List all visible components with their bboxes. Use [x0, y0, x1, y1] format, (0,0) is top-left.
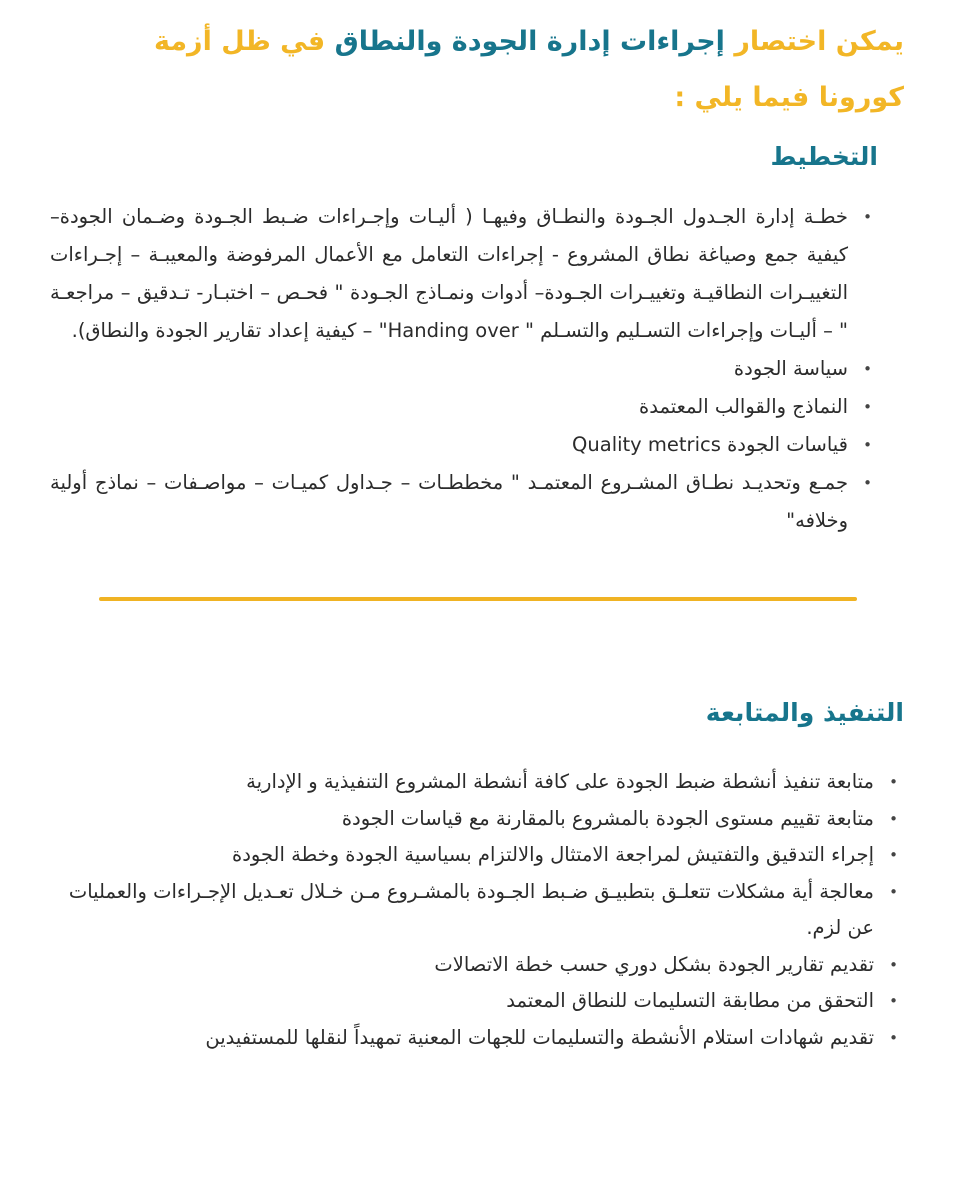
- bullet-icon: •: [863, 398, 872, 416]
- execution-item-text: متابعة تقييم مستوى الجودة بالمشروع بالمقارنة مع قياسات الجودة: [341, 806, 874, 830]
- planning-item-scope: [50, 464, 878, 540]
- execution-item-follow-up: [50, 764, 904, 801]
- planning-item-text: جمـع وتحديـد نطـاق المشـروع المعتمـد " مخططـات – جـداول كميـات – مواصـفات – نماذج أولية وخلافه": [50, 471, 848, 532]
- intro-part-3: في ظل أزمة كورونا فيما يلي :: [153, 26, 904, 113]
- execution-item-issues: [50, 874, 904, 947]
- execution-item-text: تقديم شهادات استلام الأنشطة والتسليمات للجهات المعنية تمهيداً لنقلها للمستفيدين: [205, 1025, 874, 1049]
- planning-item-plan: [50, 198, 878, 350]
- execution-item-audit: [50, 837, 904, 874]
- intro-heading: [124, 14, 904, 126]
- bullet-icon: •: [863, 208, 872, 226]
- bullet-icon: •: [863, 360, 872, 378]
- planning-item-text: خطـة إدارة الجـدول الجـودة والنطـاق وفيهـا ( أليـات وإجـراءات ضـبط الجـودة وضـمان الجودة– كيفية جمع وصياغة نطاق المشروع - إجراءات التعامل مع الأعمال المرفوضة والمعيبـة – إجـراءات التغييـرات النطاقيـة وتغييـرات الجـودة– أدوات ونمـاذج الجـودة " فحـص – اختبـار- تـدقيق – مراجعـة " – أليـات وإجراءات التسـليم والتسـلم " Handing over" – كيفية إعداد تقارير الجودة والنطاق).: [50, 205, 848, 342]
- planning-item-policy: [50, 350, 878, 388]
- execution-item-text: إجراء التدقيق والتفتيش لمراجعة الامتثال والالتزام بسياسية الجودة وخطة الجودة: [232, 843, 874, 866]
- execution-item-text: التحقق من مطابقة التسليمات للنطاق المعتمد: [506, 989, 874, 1012]
- execution-item-text: متابعة تنفيذ أنشطة ضبط الجودة على كافة أنشطة المشروع التنفيذية و الإدارية: [246, 770, 874, 793]
- planning-item-templates: [50, 388, 878, 426]
- planning-item-metrics: [50, 426, 878, 464]
- execution-list: [50, 764, 904, 1056]
- execution-section-title: التنفيذ والمتابعة: [705, 698, 904, 727]
- planning-item-text: قياسات الجودة Quality metrics: [572, 433, 848, 456]
- bullet-icon: •: [889, 1028, 898, 1047]
- intro-part-1: يمكن اختصار: [724, 26, 904, 57]
- bullet-icon: •: [889, 955, 898, 974]
- planning-list: [50, 198, 878, 540]
- bullet-icon: •: [889, 846, 898, 864]
- execution-item-text: معالجة أية مشكلات تتعلـق بتطبيـق ضـبط الجـودة بالمشـروع مـن خـلال تعـديل الإجـراءات والعمليات عن لزم.: [68, 879, 874, 939]
- planning-item-text: سياسة الجودة: [733, 357, 848, 380]
- bullet-icon: •: [889, 773, 898, 791]
- execution-item-text: تقديم تقارير الجودة بشكل دوري حسب خطة الاتصالات: [434, 952, 874, 976]
- bullet-icon: •: [863, 436, 872, 454]
- planning-item-text: النماذج والقوالب المعتمدة: [639, 395, 848, 418]
- intro-part-2: إجراءات إدارة الجودة والنطاق: [334, 26, 725, 57]
- bullet-icon: •: [889, 882, 898, 901]
- execution-item-verification: [50, 983, 904, 1020]
- execution-item-evaluation: [50, 801, 904, 838]
- bullet-icon: •: [863, 474, 872, 492]
- section-divider: [99, 597, 857, 601]
- planning-section-title: التخطيط: [770, 142, 878, 171]
- execution-item-acceptance: [50, 1020, 904, 1057]
- bullet-icon: •: [889, 992, 898, 1010]
- execution-item-reports: [50, 947, 904, 984]
- bullet-icon: •: [889, 809, 898, 828]
